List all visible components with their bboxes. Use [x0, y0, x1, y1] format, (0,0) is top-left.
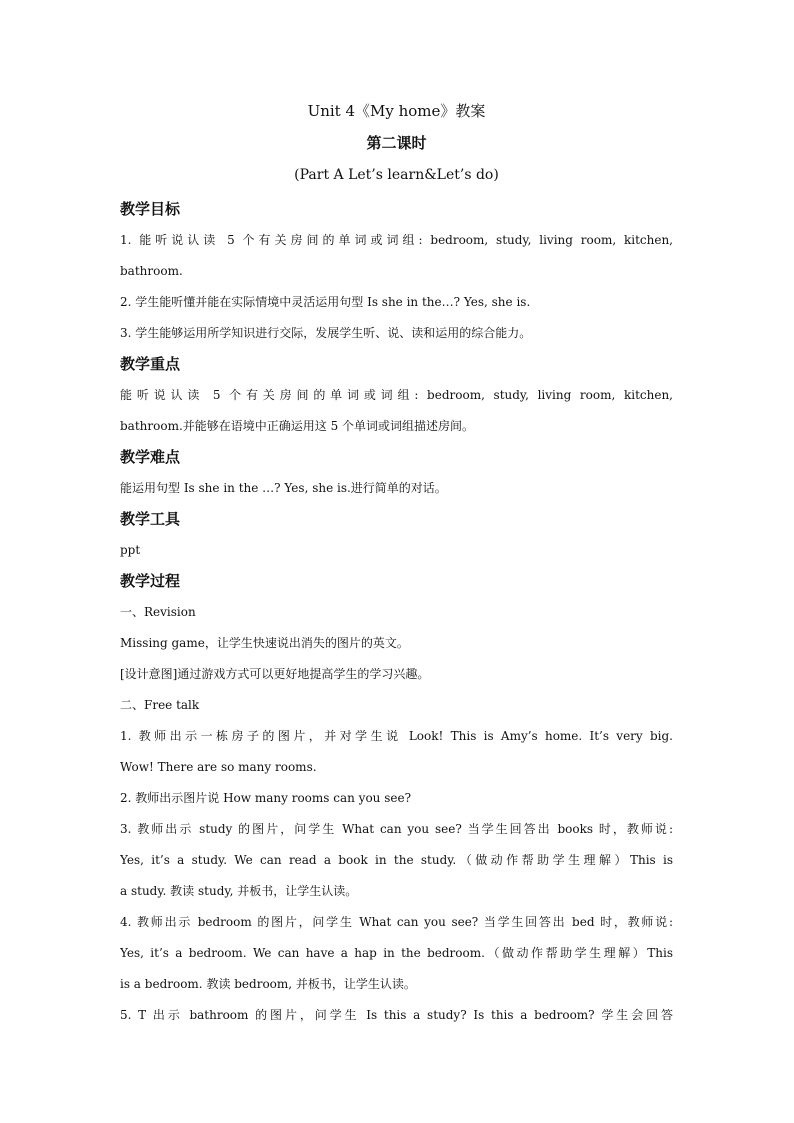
key-points-heading: 教学重点 [120, 355, 181, 373]
difficulties-line: 能运用句型 Is she in the …? Yes, she is.进行简单的对话。 [120, 481, 447, 495]
document-content [120, 99, 673, 1031]
lesson-part: (Part A Let’s learn&Let’s do) [294, 167, 499, 183]
objectives-heading: 教学目标 [120, 200, 181, 218]
difficulties-heading: 教学难点 [120, 448, 181, 466]
objectives-line: 1. 能听说认读 5 个有关房间的单词或词组: bedroom, study, living room, kitchen, [120, 233, 673, 247]
process-line: 1. 教师出示一栋房子的图片，并对学生说 Look! This is Amy’s home. It’s very big. [120, 729, 673, 743]
lesson-subtitle: 第二课时 [366, 134, 427, 152]
process-line: Yes, it’s a study. We can read a book in the study.（做动作帮助学生理解）This is [120, 853, 673, 867]
process-line: [设计意图]通过游戏方式可以更好地提高学生的学习兴趣。 [120, 667, 430, 681]
process-line: Yes, it’s a bedroom. We can have a hap in the bedroom.（做动作帮助学生理解）This [120, 946, 673, 960]
process-line: 3. 教师出示 study 的图片，问学生 What can you see? 当学生回答出 books 时，教师说: [120, 822, 673, 836]
document-title: Unit 4《My home》教案 [307, 102, 486, 120]
key-points-line: bathroom.并能够在语境中正确运用这 5 个单词或词组描述房间。 [120, 419, 475, 433]
process-line: 4. 教师出示 bedroom 的图片，问学生 What can you see? 当学生回答出 bed 时，教师说: [120, 915, 673, 929]
process-line: 一、Revision [120, 605, 196, 619]
objectives-line: 3. 学生能够运用所学知识进行交际，发展学生听、说、读和运用的综合能力。 [120, 326, 532, 340]
objectives-line: 2. 学生能听懂并能在实际情境中灵活运用句型 Is she in the…? Yes, she is. [120, 295, 531, 309]
process-line: 二、Free talk [120, 698, 200, 712]
process-line: is a bedroom. 教读 bedroom, 并板书，让学生认读。 [120, 977, 416, 991]
process-line: 2. 教师出示图片说 How many rooms can you see? [120, 791, 412, 805]
tools-line: ppt [120, 543, 141, 557]
process-line: Missing game，让学生快速说出消失的图片的英文。 [120, 636, 409, 650]
process-line: a study. 教读 study, 并板书，让学生认读。 [120, 884, 358, 898]
process-heading: 教学过程 [120, 572, 181, 590]
tools-heading: 教学工具 [120, 510, 181, 528]
process-line: Wow! There are so many rooms. [120, 760, 317, 774]
objectives-line: bathroom. [120, 264, 183, 278]
process-line: 5. T 出示 bathroom 的图片，问学生 Is this a study? Is this a bedroom? 学生会回答 [120, 1008, 673, 1022]
key-points-line: 能听说认读 5 个有关房间的单词或词组: bedroom, study, living room, kitchen, [120, 388, 673, 402]
